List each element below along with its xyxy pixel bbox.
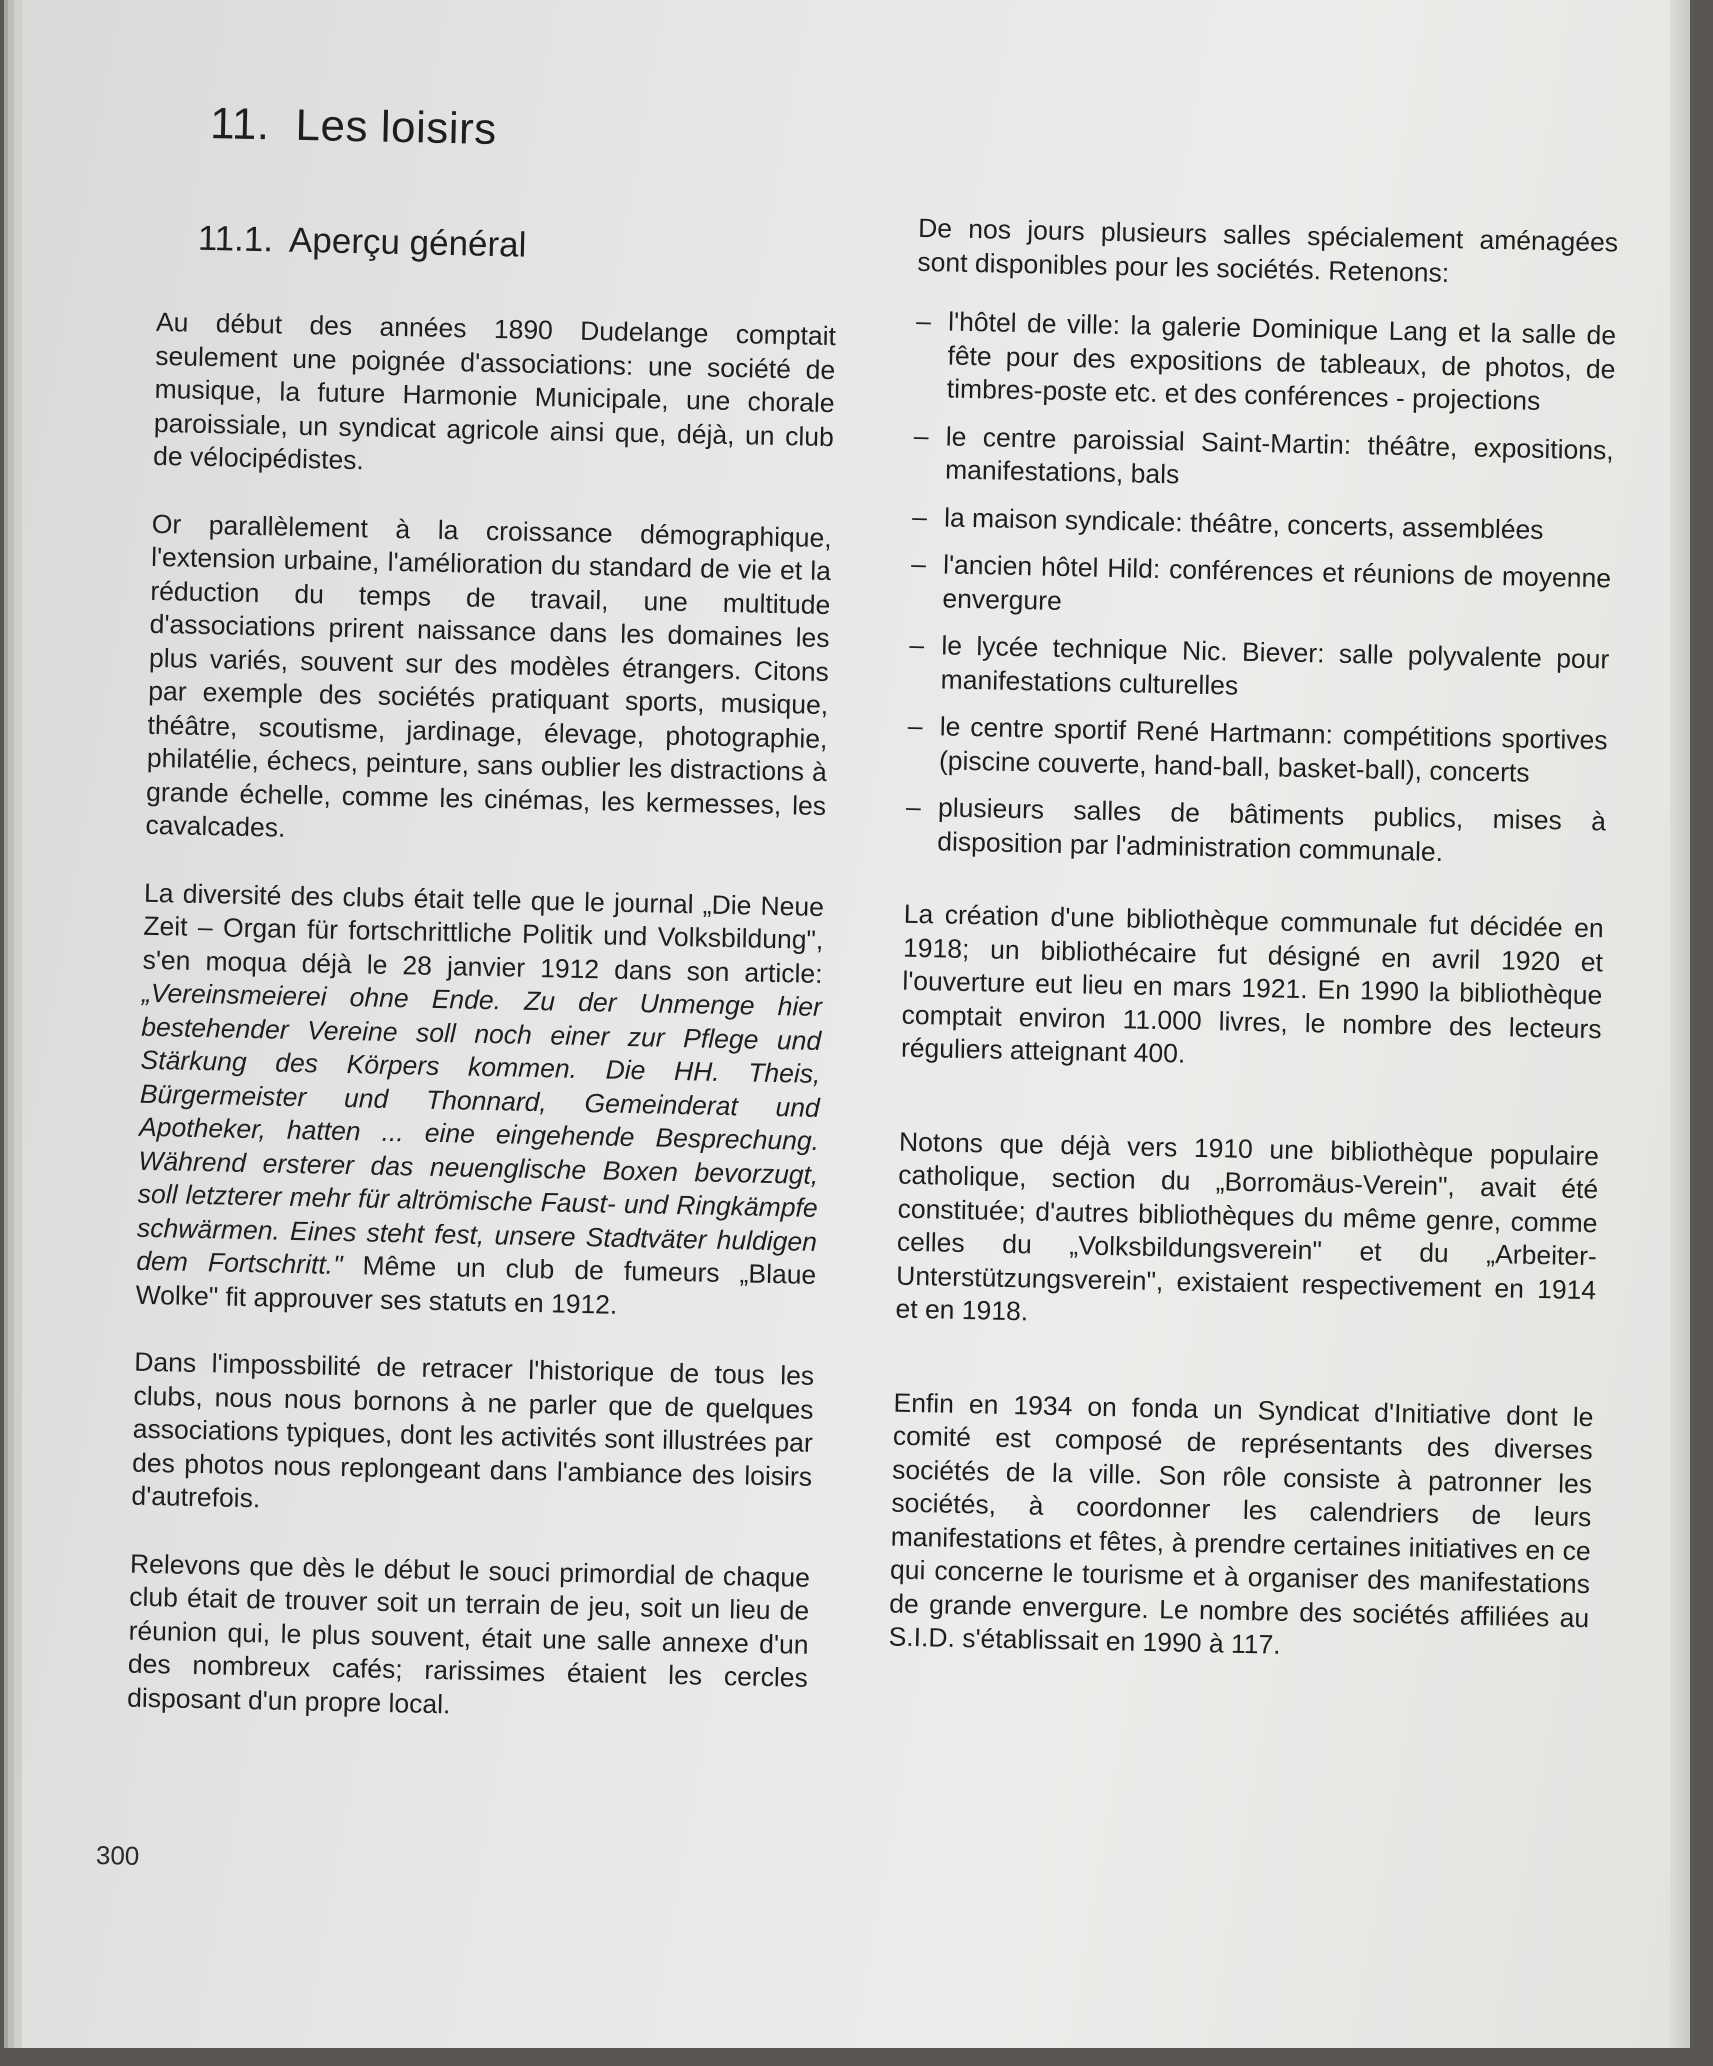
dash-bullet: – <box>915 305 932 337</box>
german-quote: „Vereinsmeierei ohne Ende. Zu der Unmenge hier bestehender Vereine soll noch einer zur Pflege und Stärkung des Körpers kommen. Die HH. Theis, Bürgermeister und Thonnard, Gemeinderat und Apotheker, hatten ... eine eingehende Besprechung. Während ersterer das neuenglische Boxen bevorzugt, soll letzterer mehr für altrömische Faust- und Ringkämpfe schwärmen. Eines steht fest, unsere Stadtväter huldigen dem Fortschritt." <box>136 977 823 1281</box>
paragraph: Or parallèlement à la croissance démographique, l'extension urbaine, l'amélioration du standard de vie et la réduction du temps de travail, une multitude d'associations prirent naissance dans les domaines les plus variés, souvent sur des modèles étrangers. Citons par exemple des sociétés pratiquant sports, musique, théâtre, scoutisme, jardinage, élevage, photographie, philatélie, échecs, peinture, sans oublier les distractions à grande échelle, comme les cinémas, les kermesses, les cavalcades. <box>145 508 832 843</box>
paragraph: La création d'une bibliothèque communale fut décidée en 1918; un bibliothécaire fut désigné en avril 1920 et l'ouverture eut lieu en mars 1921. En 1990 la bibliothèque comptait environ 11.000 livres, le nombre des lecteurs réguliers atteignant 400. <box>900 898 1604 1069</box>
list-item: – la maison syndicale: théâtre, concerts, assemblées <box>911 501 1544 545</box>
paragraph: Relevons que dès le début le souci primordial de chaque club était de trouver soit un terrain de jeu, soit un lieu de réunion qui, le plus souvent, était une salle annexe d'un des nombreux cafés; rarissimes étaient les cercles disposant d'un propre local. <box>126 1548 811 1719</box>
venue-list <box>905 305 1616 873</box>
dash-bullet: – <box>910 548 927 580</box>
paragraph: Au début des années 1890 Dudelange comptait seulement une poignée d'associations: une société de musique, la future Harmonie Municipale, une chorale paroissiale, un syndicat agricole ainsi que, déjà, un club de vélocipédistes. <box>152 306 837 476</box>
dash-bullet: – <box>911 501 928 532</box>
list-item: – le lycée technique Nic. Biever: salle polyvalente pour manifestations culturelles <box>909 629 1610 701</box>
quote-outro: Même un club de fumeurs „Blaue Wolke" fit approuver ses statuts en 1912. <box>135 1250 817 1320</box>
chapter-number: 11. <box>209 99 271 150</box>
paragraph: Enfin en 1934 on fonda un Syndicat d'Initiative dont le comité est composé de représentants des diverses sociétés de la ville. Son rôle consiste à patronner les sociétés, à coordonner les calendriers de leurs manifestations et fêtes, à prendre certaines initiatives en ce qui concerne le tourisme et à organiser des manifestations de grande envergure. Le nombre des sociétés affiliées au S.I.D. s'établissait en 1990 à 117. <box>888 1387 1594 1660</box>
page-number: 300 <box>95 1839 140 1871</box>
list-item: – l'hôtel de ville: la galerie Dominique Lang et la salle de fête pour des expositions de tableaux, de photos, de timbres-poste etc. et des conférences - projections <box>915 305 1617 416</box>
list-item: – plusieurs salles de bâtiments publics, mises à disposition par l'administration communale. <box>905 791 1607 867</box>
chapter-title: Les loisirs <box>295 100 498 154</box>
section-title: Aperçu général <box>288 220 527 265</box>
list-item: – le centre paroissial Saint-Martin: théâtre, expositions, manifestations, bals <box>913 420 1615 490</box>
dash-bullet: – <box>913 420 929 451</box>
quote-intro: La diversité des clubs était telle que le journal „Die Neue Zeit – Organ für fortschrittliche Politik und Volksbildung", s'en moqua déjà le 28 janvier 1912 dans son article: <box>142 877 825 989</box>
list-item: – l'ancien hôtel Hild: conférences et réunions de moyenne envergure <box>910 548 1612 616</box>
paragraph: Dans l'impossbilité de retracer l'historique de tous les clubs, nous nous bornons à ne parler que de quelques associations typiques, dont les activités sont illustrées par des photos nous replongeant dans l'ambiance des loisirs d'autrefois. <box>131 1346 815 1514</box>
section-number: 11.1. <box>197 218 274 260</box>
dash-bullet: – <box>907 710 923 742</box>
paragraph: Notons que déjà vers 1910 une bibliothèque populaire catholique, section du „Borromäus-Verein", avait été constituée; d'autres bibliothèques du même genre, comme celles du „Volksbildungsverein" et du „Arbeiter-Unterstützungsverein", existaient respectivement en 1914 et en 1918. <box>895 1126 1600 1327</box>
chapter-heading <box>210 99 498 155</box>
dash-bullet: – <box>909 629 925 661</box>
section-heading <box>197 219 526 266</box>
paragraph-with-quote <box>135 876 824 1326</box>
list-item: – le centre sportif René Hartmann: compétitions sportives (piscine couverte, hand-ball, basket-ball), concerts <box>907 710 1608 788</box>
book-page <box>22 0 1690 2048</box>
paragraph: De nos jours plusieurs salles spécialement aménagées sont disponibles pour les sociétés. Retenons: <box>917 212 1619 288</box>
right-column <box>888 212 1619 1703</box>
left-column <box>126 306 836 1763</box>
dash-bullet: – <box>905 791 922 823</box>
